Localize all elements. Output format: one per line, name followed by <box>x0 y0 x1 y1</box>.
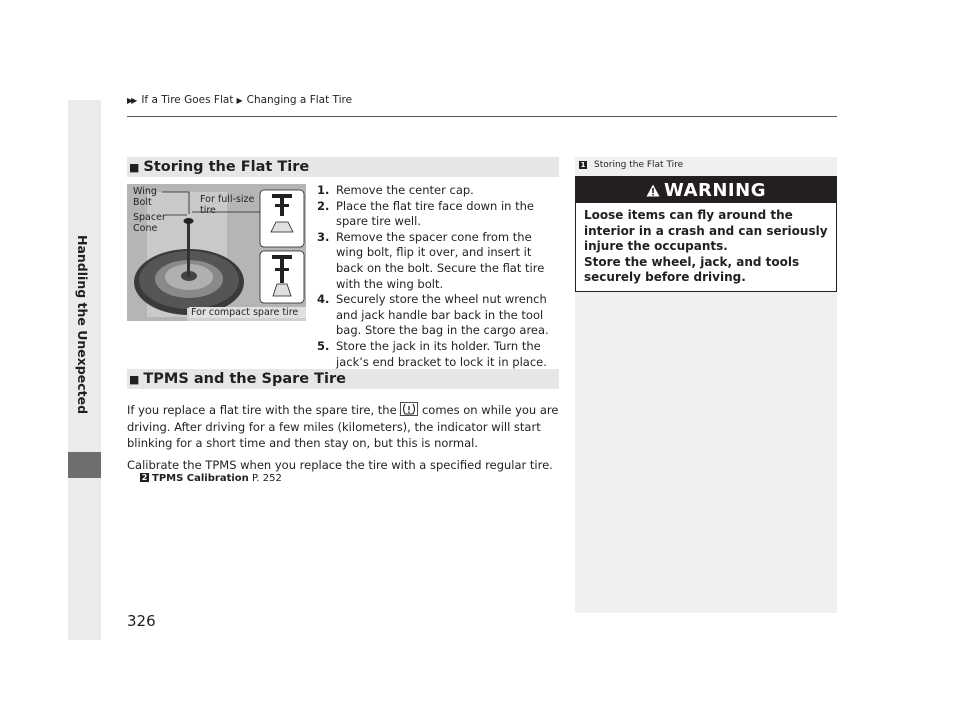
spare-tire-figure <box>127 184 306 321</box>
warning-line: Loose items can fly around the interior in a crash and can seriously injure the occupants. <box>584 208 828 253</box>
warning-box <box>575 176 837 292</box>
warning-triangle-icon <box>646 184 660 197</box>
side-tab-label: Handling the Unexpected <box>75 235 90 415</box>
cross-reference-icon: 2 <box>141 473 148 482</box>
warning-title: WARNING <box>664 179 766 201</box>
double-triangle-right-icon: ▶▶ <box>127 95 136 105</box>
section-title: Storing the Flat Tire <box>143 159 310 175</box>
warning-text <box>584 208 830 286</box>
breadcrumb-item-changing-a-flat-tire[interactable]: Changing a Flat Tire <box>246 94 353 106</box>
header-divider <box>127 116 837 117</box>
label-for-full-size-tire: For full-size tire <box>200 194 255 216</box>
label-spacer-cone: Spacer Cone <box>133 212 166 234</box>
triangle-right-icon: ▶ <box>236 95 241 105</box>
warning-line: Store the wheel, jack, and tools securely before driving. <box>584 254 800 284</box>
list-item: 1. Remove the center cap. <box>317 183 474 197</box>
section-title: TPMS and the Spare Tire <box>143 371 347 387</box>
square-bullet-icon: ■ <box>129 372 140 386</box>
breadcrumb-item-if-a-tire-goes-flat[interactable]: If a Tire Goes Flat <box>141 94 234 106</box>
xref-label[interactable]: TPMS Calibration <box>152 473 249 484</box>
section-heading-storing-flat-tire <box>127 157 559 177</box>
page-number: 326 <box>127 612 156 630</box>
square-bullet-icon: ■ <box>129 160 140 174</box>
notes-heading <box>579 160 683 170</box>
note-marker-icon: 1 <box>580 161 586 169</box>
tpms-calibration-paragraph: Calibrate the TPMS when you replace the tire with a specified regular tire. <box>127 458 553 472</box>
chapter-marker <box>68 452 101 478</box>
section-heading-tpms-spare-tire <box>127 369 559 389</box>
list-item: 2. Place the flat tire face down in the spare tire well. <box>317 198 534 229</box>
tpms-warning-icon <box>400 402 418 416</box>
label-for-compact-spare-tire: For compact spare tire <box>189 307 306 318</box>
list-item: 4. Securely store the wheel nut wrench and jack handle bar back in the tool bag. Store the bag in the cargo area. <box>317 292 549 338</box>
tpms-calibration-xref[interactable] <box>140 473 282 484</box>
tpms-paragraph: If you replace a flat tire with the spare tire, the comes on while you are driving. After driving for a few miles (kilometers), the indicator will start blinking for a short time and then stay on, but this is normal. <box>127 403 559 450</box>
steps-list <box>317 183 562 370</box>
notes-heading-text: Storing the Flat Tire <box>594 160 684 170</box>
list-item: 3. Remove the spacer cone from the wing bolt, flip it over, and insert it back on the bolt. Secure the flat tire with the wing bolt. <box>317 229 545 291</box>
label-wing-bolt: Wing Bolt <box>133 186 157 208</box>
breadcrumb <box>127 94 352 106</box>
warning-banner <box>576 177 836 203</box>
xref-page[interactable]: P. 252 <box>251 473 282 484</box>
list-item: 5. Store the jack in its holder. Turn the jack’s end bracket to lock it in place. <box>317 338 547 369</box>
